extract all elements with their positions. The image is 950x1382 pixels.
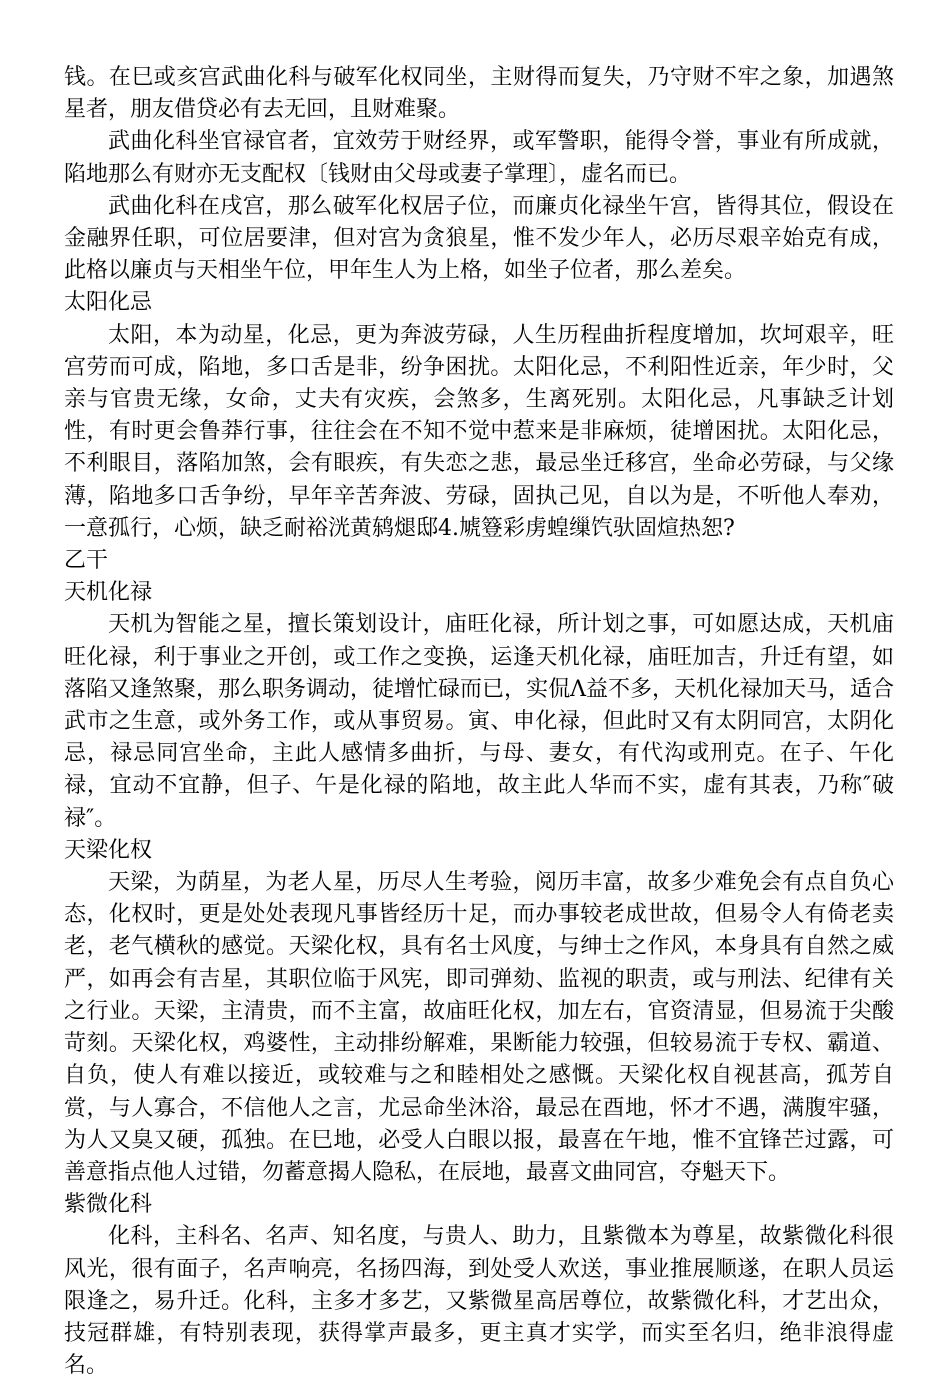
section-heading-yi-gan: 乙干 (64, 548, 109, 574)
section-heading-taiyang: 太阳化忌 (64, 290, 153, 316)
paragraph-wuqu-continued: 钱。在巳或亥宫武曲化科与破军化权同坐，主财得而复失，乃守财不牢之象，加遇煞星者，朋友借贷必有去无回，且财难聚。 (64, 65, 894, 123)
paragraph-taiyang: 太阳，本为动星，化忌，更为奔波劳碌，人生历程曲折程度增加，坎坷艰辛，旺宫劳而可成，陷地，多口舌是非，纷争困扰。太阳化忌，不利阳性近亲，年少时，父亲与官贵无缘，女命，丈夫有灾疾，会煞多，生离死别。太阳化忌，凡事缺乏计划性，有时更会鲁莽行事，往往会在不知不觉中惹来是非麻烦，徒增困扰。太阳化忌，不利眼目，落陷加煞，会有眼疾，有失恋之悲，最忌坐迁移宫，坐命必劳碌，与父缘薄，陷地多口舌争纷，早年辛苦奔波、劳碌，固执己见，自以为是，不听他人奉劝，一意孤行，心烦，缺乏耐裕洸黄鸫煺邸4.虓簦彩虏蝗缫饩驮固煊热恕? (64, 322, 894, 541)
section-heading-tianliang: 天梁化权 (64, 837, 153, 863)
document-page (64, 62, 894, 1382)
section-heading-tianji: 天机化禄 (64, 580, 153, 606)
paragraph-wuqu-career: 武曲化科坐官禄官者，宜效劳于财经界，或军警职，能得令誉，事业有所成就，陷地那么有财亦无支配权〔钱财由父母或妻子掌理〕，虚名而已。 (64, 129, 894, 187)
paragraph-tianliang: 天梁，为荫星，为老人星，历尽人生考验，阅历丰富，故多少难免会有点自负心态，化权时，更是处处表现凡事皆经历十足，而办事较老成世故，但易令人有倚老卖老，老气横秋的感觉。天梁化权，具有名士风度，与绅士之作风，本身具有自然之威严，如再会有吉星，其职位临于风宪，即司弹劾、监视的职责，或与刑法、纪律有关之行业。天梁，主清贵，而不主富，故庙旺化权，加左右，官资清显，但易流于尖酸苛刻。天梁化权，鸡婆性，主动排纷解难，果断能力较强，但较易流于专权、霸道、自负，使人有难以接近，或较难与之和睦相处之感慨。天梁化权自视甚高，孤芳自赏，与人寡合，不信他人之言，尤忌命坐沐浴，最忌在酉地，怀才不遇，满腹牢骚，为人又臭又硬，孤独。在巳地，必受人白眼以报，最喜在午地，惟不宜锋芒过露，可善意指点他人过错，勿蓄意揭人隐私，在辰地，最喜文曲同宫，夺魁天下。 (64, 870, 894, 1185)
paragraph-tianji: 天机为智能之星，擅长策划设计，庙旺化禄，所计划之事，可如愿达成，天机庙旺化禄，利于事业之开创，或工作之变换，运逢天机化禄，庙旺加吉，升迁有望，如落陷又逢煞聚，那么职务调动，徒增忙碌而已，实侃Λ益不多，天机化禄加天马，适合武市之生意，或外务工作，或从事贸易。寅、申化禄，但此时又有太阴同宫，太阴化忌，禄忌同宫坐命，主此人感情多曲折，与母、妻女，有代沟或刑克。在子、午化禄，宜动不宜静，但子、午是化禄的陷地，故主此人华而不实，虚有其表，乃称″破禄″。 (64, 612, 894, 831)
paragraph-ziwei: 化科，主科名、名声、知名度，与贵人、助力，且紫微本为尊星，故紫微化科很风光，很有面子，名声响亮，名扬四海，到处受人欢送，事业推展顺遂，在职人员运限逢之，易升迁。化科，主多才多艺，又紫微星高居尊位，故紫微化科，才艺出众，技冠群雄，有特别表现，获得掌声最多，更主真才实学，而实至名归，绝非浪得虚名。 (64, 1224, 894, 1379)
section-heading-ziwei: 紫微化科 (64, 1192, 153, 1218)
paragraph-wuqu-xu-palace: 武曲化科在戌宫，那么破军化权居子位，而廉贞化禄坐午宫，皆得其位，假设在金融界任职，可位居要津，但对宫为贪狼星，惟不发少年人，必历尽艰辛始克有成，此格以廉贞与天相坐午位，甲年生人为上格，如坐子位者，那么差矣。 (64, 193, 894, 284)
